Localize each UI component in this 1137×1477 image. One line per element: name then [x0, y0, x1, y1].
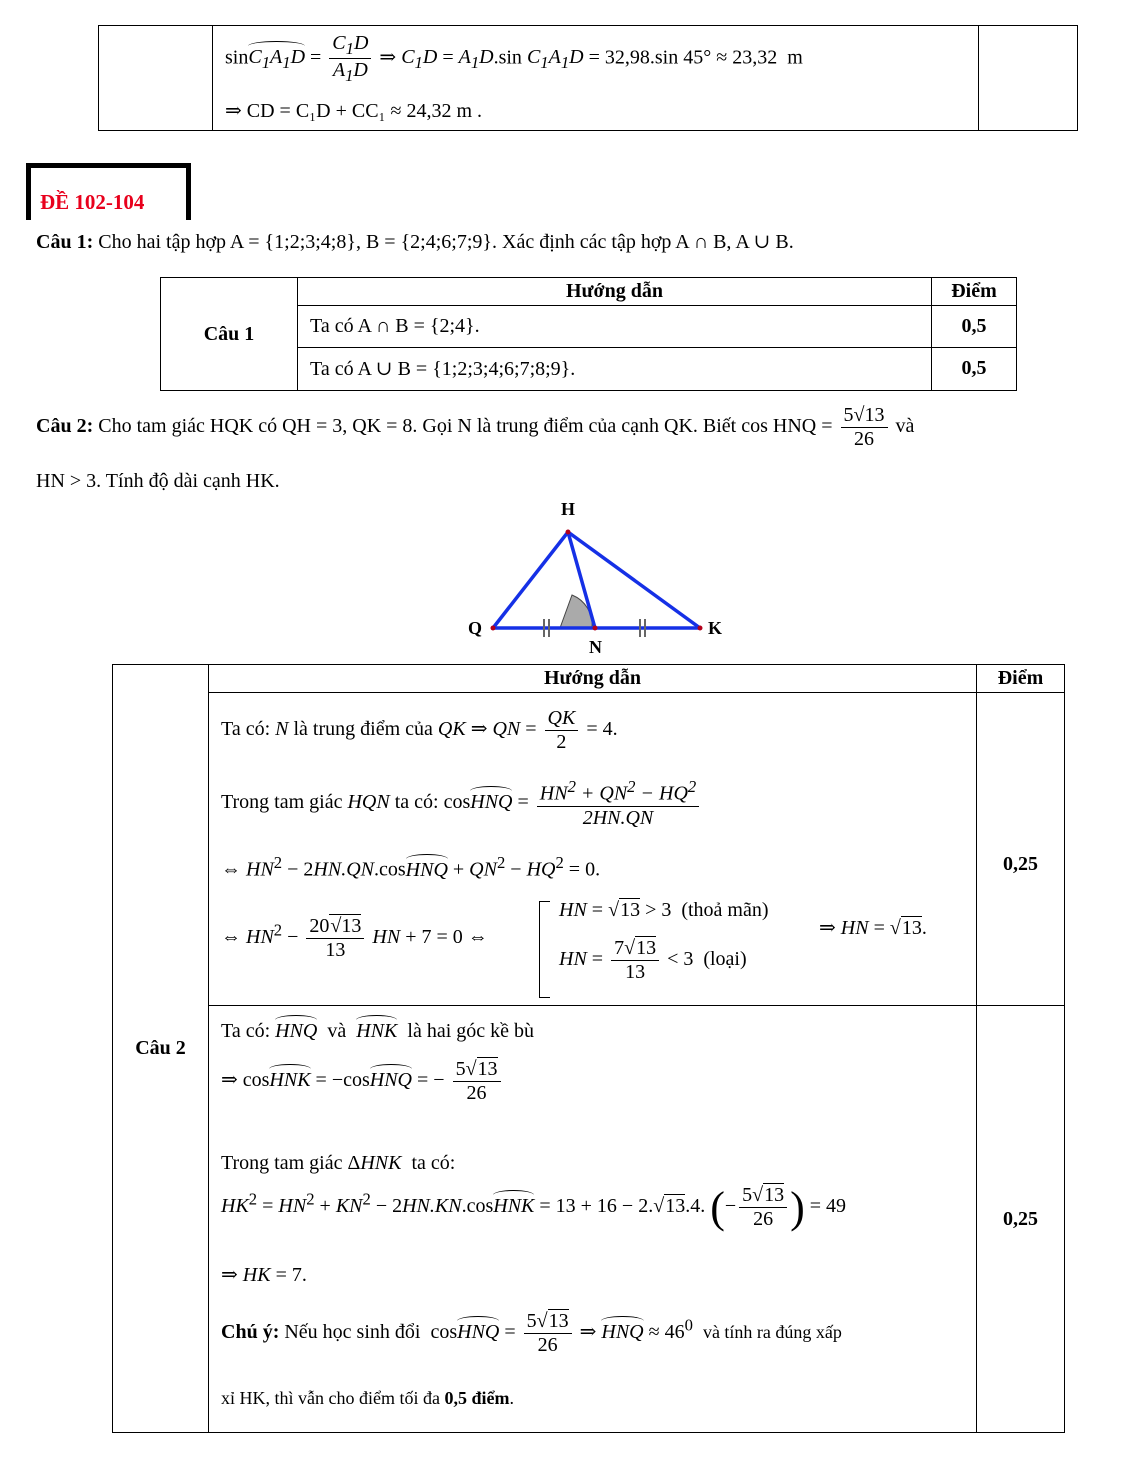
- q1-row-1-score: 0,5: [932, 306, 1017, 347]
- point-n: [593, 626, 598, 631]
- note-label: Chú ý:: [221, 1321, 280, 1344]
- q2-and-word: và: [895, 415, 915, 438]
- q2-row-label: Câu 2: [113, 665, 209, 1433]
- top-line-2: ⇒ CD = C₁D + CC₁ ≈ 24,32 m .: [225, 100, 483, 122]
- q1-statement: [36, 229, 794, 254]
- q2-block-1: Ta có: N là trung điểm của QK ⇒ QN = $\frac{QK}{2}$ = 4. Trong tam giác HQN ta có: cosHNQ = $\frac{HN^2 + QN^2 - HQ^2}{2HN.QN}$ ⇔ $HN^2$ − 2HN.QN.cosHNQ + $QN^2 - HQ^2 = 0$. ⇔ $HN^2$ − $\frac{20√13}{13}$ HN + 7 = 0 ⇔ HN = √13 > 3 (thoả mãn) HN = $\frac{7√13}{13}$ < 3 (loại) ⇒ HN = √13.: [209, 693, 977, 1006]
- top-table: [98, 25, 1078, 131]
- b2-score: 0,25: [977, 1006, 1065, 1433]
- q2-cos-fraction: $\frac{5√13}{26}$: [841, 404, 888, 451]
- point-q: [491, 626, 496, 631]
- b2-line-1: Ta có: HNQ và HNK là hai góc kề bù: [221, 1020, 535, 1042]
- b1-line-3: ⇔ $HN^2$ − 2HN.QN.cosHNQ + $QN^2 - HQ^2 = 0$.: [221, 853, 601, 881]
- b2-line-4: $HK^2 = HN^2 + KN^2$ − 2HN.KN.cosHNK = 13 + 16 − 2.√13.4. (− $\frac{5√13}{26}$ ) = 49: [221, 1183, 847, 1232]
- q1-row-2-text: Ta có A ∪ B = {1;2;3;4;6;7;8;9}.: [298, 347, 932, 390]
- label-q: Q: [468, 618, 483, 638]
- b2-line-3: Trong tam giác ΔHNK ta có:: [221, 1152, 456, 1174]
- q2-header-guide: Hướng dẫn: [209, 665, 977, 693]
- top-line-1: $\sin C_1A_1D$ = $\frac{C_1D}{A_1D}$ ⇒ $C_1D = A_1D.\sin$ $C_1A_1D = 32,98.\sin$ 45° ≈ 23,32 m: [225, 32, 803, 86]
- b2-note-line-2: xỉ HK, thì vẫn cho điểm tối đa 0,5 điểm.: [221, 1388, 514, 1408]
- label-n: N: [589, 637, 602, 657]
- q2-label: Câu 2:: [36, 415, 94, 438]
- point-k: [698, 626, 703, 631]
- b2-line-2: ⇒ cosHNK = −cosHNQ = − $\frac{5√13}{26}$: [221, 1058, 504, 1105]
- q1-label: Câu 1:: [36, 231, 94, 253]
- q2-text-2: HN > 3. Tính độ dài cạnh HK.: [36, 470, 280, 492]
- q1-row-label: Câu 1: [161, 278, 298, 391]
- b1-line-2: Trong tam giác HQN ta có: cosHNQ = $\frac{HN^2 + QN^2 - HQ^2}{2HN.QN}$: [221, 777, 702, 830]
- q1-header-score: Điểm: [932, 278, 1017, 306]
- q2-table: [112, 664, 1065, 1433]
- section-title-box: [26, 163, 191, 220]
- q2-header-score: Điểm: [977, 665, 1065, 693]
- top-table-content-cell: [213, 26, 979, 131]
- q1-row-2-score: 0,5: [932, 347, 1017, 390]
- b1-line-1: Ta có: N là trung điểm của QK ⇒ QN = $\frac{QK}{2}$ = 4.: [221, 707, 618, 753]
- q2-statement-line-1: [36, 404, 914, 451]
- top-table-score-cell: [979, 26, 1078, 131]
- side-hq: [493, 532, 568, 628]
- q2-cos-lhs: cos HNQ =: [741, 415, 833, 438]
- b1-score: 0,25: [977, 693, 1065, 1006]
- q2-text-1: Cho tam giác HQK có QH = 3, QK = 8. Gọi N là trung điểm của cạnh QK. Biết: [98, 415, 737, 438]
- b2-line-5: ⇒ HK = 7.: [221, 1264, 307, 1286]
- q1-table: [160, 277, 1017, 391]
- top-table-empty-cell: [99, 26, 213, 131]
- label-k: K: [708, 618, 723, 638]
- section-title: ĐỀ 102-104: [40, 190, 145, 214]
- label-h: H: [561, 499, 576, 519]
- q1-text: Cho hai tập hợp A = {1;2;3;4;8}, B = {2;4;6;7;9}. Xác định các tập hợp A ∩ B, A ∪ B.: [98, 231, 794, 253]
- b2-note-line-1: Chú ý: Nếu học sinh đổi cosHNQ = $\frac{5√13}{26}$ ⇒ HNQ ≈ $46^0$ và tính ra đúng xấp: [221, 1310, 842, 1356]
- q1-header-guide: Hướng dẫn: [298, 278, 932, 306]
- triangle-figure: [460, 495, 740, 660]
- point-h: [566, 530, 571, 535]
- q2-block-2: [209, 1006, 977, 1433]
- q1-row-1-text: Ta có A ∩ B = {2;4}.: [298, 306, 932, 347]
